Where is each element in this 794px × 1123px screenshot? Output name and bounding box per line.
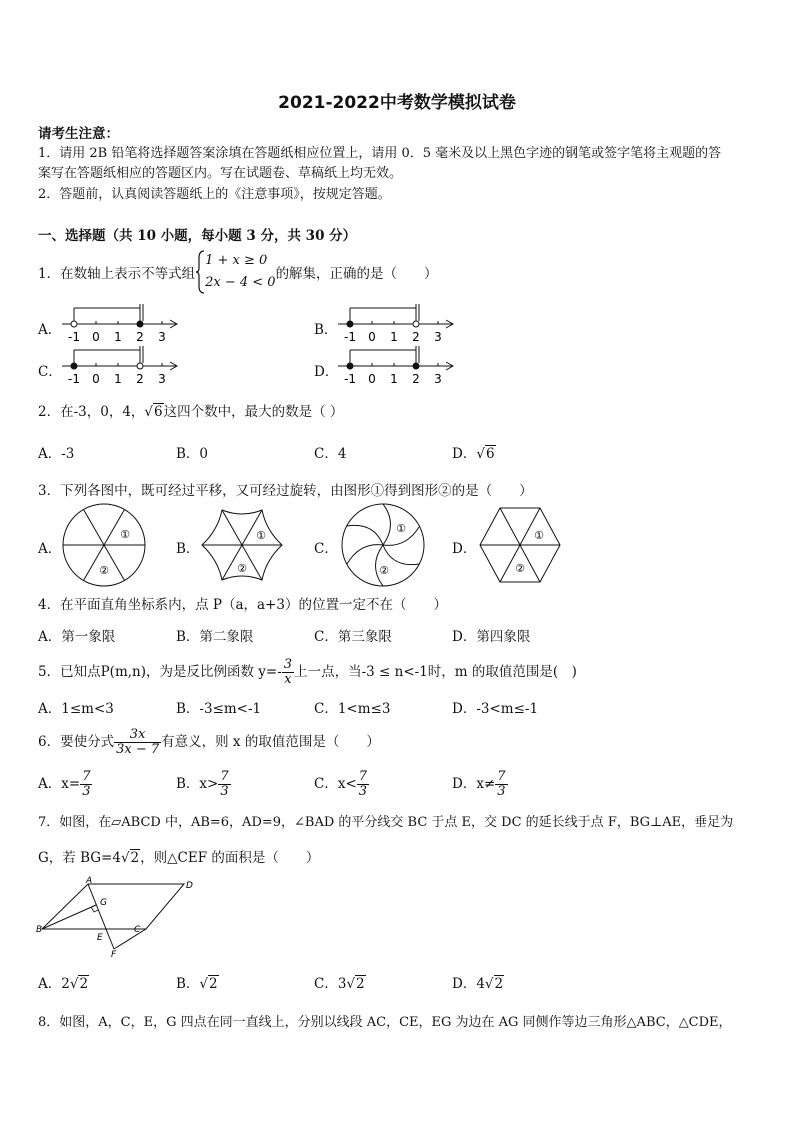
q2-option-b: B．0	[176, 446, 209, 462]
number-line-a	[60, 300, 182, 346]
brace-icon	[195, 250, 205, 294]
q2-option-d-radicand: 6	[485, 446, 495, 462]
endpoint-dot	[347, 321, 353, 327]
q6-fraction	[114, 728, 161, 756]
endpoint-dot	[71, 321, 77, 327]
fraction	[495, 770, 507, 798]
q6-option-c-label: C．x<	[314, 776, 357, 792]
tick-label: 3	[158, 330, 166, 344]
tick-label: 2	[136, 330, 144, 344]
denominator: 3	[358, 784, 368, 799]
endpoint-dot	[347, 363, 353, 369]
q4-option-d: D．第四象限	[452, 629, 531, 645]
question-8-line-1: 8．如图，A，C，E，G 四点在同一直线上，分别以线段 AC，CE，EG 为边在 AG 同侧作等边三角形△ABC，△CDE，	[38, 1015, 732, 1030]
tick-label: -1	[68, 372, 80, 386]
question-7-line-1: 7．如图，在▱ABCD 中，AB=6，AD=9，∠BAD 的平分线交 BC 于点 E，交 DC 的延长线于点 F，BG⊥AE，垂足为	[38, 815, 734, 830]
q1-option-a-label: A．	[38, 322, 62, 338]
tick-label: 2	[136, 372, 144, 386]
q3-figure-d	[476, 502, 564, 588]
tick-label: 0	[92, 330, 100, 344]
sqrt-symbol: √2	[69, 976, 89, 992]
q3-option-c-label: C．	[314, 541, 338, 557]
label-d: D	[186, 881, 193, 891]
q5-fraction	[282, 658, 294, 686]
mark-2: ②	[379, 564, 389, 577]
tick-label: 0	[368, 330, 376, 344]
question-1-stem	[38, 250, 438, 296]
tick-label: 3	[158, 372, 166, 386]
numerator: 7	[358, 769, 368, 785]
mark-1: ①	[534, 529, 544, 542]
q2-text-post: 这四个数中，最大的数是（ ）	[163, 404, 344, 420]
q7-parallelogram-figure	[34, 874, 224, 960]
mark-1: ①	[120, 528, 130, 541]
mark-1: ①	[396, 522, 406, 535]
mark-2: ②	[237, 562, 247, 575]
q2-option-a: A．-3	[38, 446, 75, 462]
q7-text-post: ，则△CEF 的面积是（ ）	[140, 850, 320, 866]
notice-line-1a: 1．请用 2B 铅笔将选择题答案涂填在答题纸相应位置上，请用 0．5 毫米及以上黑色字迹的钢笔或签字笔将主观题的答	[38, 146, 722, 161]
tick-label: 3	[434, 330, 442, 344]
question-7-line-2	[38, 846, 319, 866]
sqrt-symbol: √2	[484, 976, 504, 992]
q1-text-pre: 1．在数轴上表示不等式组	[38, 266, 196, 282]
sqrt-symbol: √2	[199, 976, 218, 992]
numerator: 7	[82, 769, 91, 785]
q2-option-d	[452, 442, 496, 462]
q7-option-d	[452, 972, 504, 992]
q2-radicand: 6	[154, 404, 163, 420]
q4-option-c: C．第三象限	[314, 629, 392, 645]
tick-label: 0	[368, 372, 376, 386]
number-line-b	[336, 300, 458, 346]
q3-figure-a	[60, 502, 148, 588]
q2-text-pre: 2．在-3，0，4，	[38, 404, 145, 420]
numerator: 7	[497, 769, 506, 785]
tick-label: -1	[344, 330, 356, 344]
tick-label: 1	[114, 330, 122, 344]
denominator: 3	[220, 784, 229, 799]
numerator: 7	[220, 769, 229, 785]
label-c: C	[134, 925, 141, 935]
label-e: E	[97, 933, 103, 943]
q7-option-a-label: A．	[38, 976, 62, 992]
denominator: 3	[82, 784, 91, 799]
endpoint-dot	[71, 363, 77, 369]
radicand: 2	[79, 976, 89, 992]
q1-text-post: 的解集，正确的是（ ）	[275, 266, 438, 282]
q6-option-b	[176, 764, 231, 804]
number-line-c	[60, 342, 182, 388]
question-6-stem	[38, 722, 380, 762]
q1-option-c-label: C．	[38, 364, 62, 380]
q6-denominator: 3x − 7	[116, 742, 160, 757]
q6-option-c	[314, 764, 369, 804]
tick-label: 1	[390, 372, 398, 386]
q6-numerator: 3x	[114, 728, 161, 743]
q7-option-d-label: D．	[452, 976, 477, 992]
section-heading: 一、选择题（共 10 小题，每小题 3 分，共 30 分）	[38, 228, 357, 244]
q7-text-pre: G，若 BG=	[38, 850, 113, 866]
notice-heading: 请考生注意：	[38, 126, 119, 142]
q7-option-c	[314, 972, 366, 992]
question-4-stem: 4．在平面直角坐标系内，点 P（a，a+3）的位置一定不在（ ）	[38, 597, 447, 613]
question-5-stem	[38, 652, 577, 692]
tick-label: 1	[114, 372, 122, 386]
q5-numerator: 3	[283, 657, 293, 673]
tick-label: -1	[68, 330, 80, 344]
label-g: G	[100, 898, 107, 908]
q7-option-b	[176, 972, 219, 992]
q7-option-a-coefficient: 2	[61, 976, 70, 992]
q6-option-d-label: D．x≠	[452, 776, 496, 792]
q7-option-a	[38, 972, 89, 992]
q1-option-b-label: B．	[314, 322, 338, 338]
q5-option-c: C．1<m≤3	[314, 701, 391, 717]
endpoint-dot	[413, 321, 419, 327]
q5-text-post: 上一点，当-3 ≤ n<-1时，m 的取值范围是( )	[294, 664, 577, 680]
q4-option-b: B．第二象限	[176, 629, 254, 645]
q5-text-pre: 5．已知点	[38, 664, 101, 680]
q2-option-d-label: D．	[452, 446, 477, 462]
notice-line-2: 2．答题前，认真阅读答题纸上的《注意事项》，按规定答题。	[38, 187, 391, 202]
radicand: 2	[209, 976, 218, 992]
q7-radicand: 2	[130, 850, 140, 866]
q5-option-a: A．1≤m<3	[38, 701, 114, 717]
notice-line-1b: 案写在答题纸相应的答题区内。写在试题卷、草稿纸上均无效。	[38, 166, 403, 181]
sqrt-symbol: √6	[144, 404, 163, 420]
sqrt-symbol: √6	[476, 446, 495, 462]
question-2-stem	[38, 400, 343, 420]
label-b: B	[36, 925, 43, 935]
q7-option-c-label: C．	[314, 976, 338, 992]
radicand: 2	[356, 976, 365, 992]
q3-option-b-label: B．	[176, 541, 200, 557]
q7-option-d-coefficient: 4	[476, 976, 485, 992]
q7-coefficient: 4	[112, 850, 121, 866]
q2-option-c: C．4	[314, 446, 347, 462]
q6-text-post: 有意义，则 x 的取值范围是（ ）	[161, 734, 380, 750]
q5-text-mid: ，为是反比例函数 y=-	[146, 664, 282, 680]
mark-2: ②	[515, 562, 525, 575]
q3-figure-b	[198, 502, 286, 588]
q4-option-a: A．第一象限	[38, 629, 116, 645]
mark-1: ①	[256, 529, 266, 542]
fraction	[357, 770, 369, 798]
q6-option-b-label: B．x>	[176, 776, 219, 792]
q6-option-a	[38, 764, 92, 804]
q6-option-d	[452, 764, 508, 804]
q6-text-pre: 6．要使分式	[38, 734, 115, 750]
q7-option-b-label: B．	[176, 976, 200, 992]
tick-label: 0	[92, 372, 100, 386]
question-3-stem: 3．下列各图中，既可经过平移，又可经过旋转，由图形①得到图形②的是（ ）	[38, 483, 533, 499]
q3-figure-c	[338, 502, 428, 588]
endpoint-dot	[137, 363, 143, 369]
endpoint-dot	[137, 321, 143, 327]
inequality-system	[205, 250, 275, 294]
mark-2: ②	[99, 564, 109, 577]
q5-option-b: B．-3≤m<-1	[176, 701, 262, 717]
tick-label: 1	[390, 330, 398, 344]
tick-label: 2	[412, 330, 420, 344]
tick-label: -1	[344, 372, 356, 386]
q3-option-a-label: A．	[38, 541, 62, 557]
q1-option-d-label: D．	[314, 364, 339, 380]
inequality-2: 2x − 4 < 0	[205, 275, 276, 290]
number-line-d	[336, 342, 458, 388]
q5-point: P(m,n)	[100, 664, 146, 680]
endpoint-dot	[413, 363, 419, 369]
denominator: 3	[497, 784, 506, 799]
label-f: F	[111, 950, 117, 960]
q5-denominator: x	[284, 672, 292, 687]
label-a: A	[86, 876, 93, 886]
inequality-1: 1 + x ≥ 0	[205, 253, 268, 268]
tick-label: 2	[412, 372, 420, 386]
tick-label: 3	[434, 372, 442, 386]
q5-option-d: D．-3<m≤-1	[452, 701, 539, 717]
q3-option-d-label: D．	[452, 541, 477, 557]
fraction	[80, 770, 92, 798]
page-title: 2021-2022中考数学模拟试卷	[278, 93, 516, 113]
sqrt-symbol: √2	[346, 976, 365, 992]
sqrt-symbol: √2	[120, 850, 140, 866]
q7-option-c-coefficient: 3	[337, 976, 347, 992]
radicand: 2	[494, 976, 504, 992]
fraction	[218, 770, 230, 798]
q6-option-a-label: A．x=	[38, 776, 81, 792]
